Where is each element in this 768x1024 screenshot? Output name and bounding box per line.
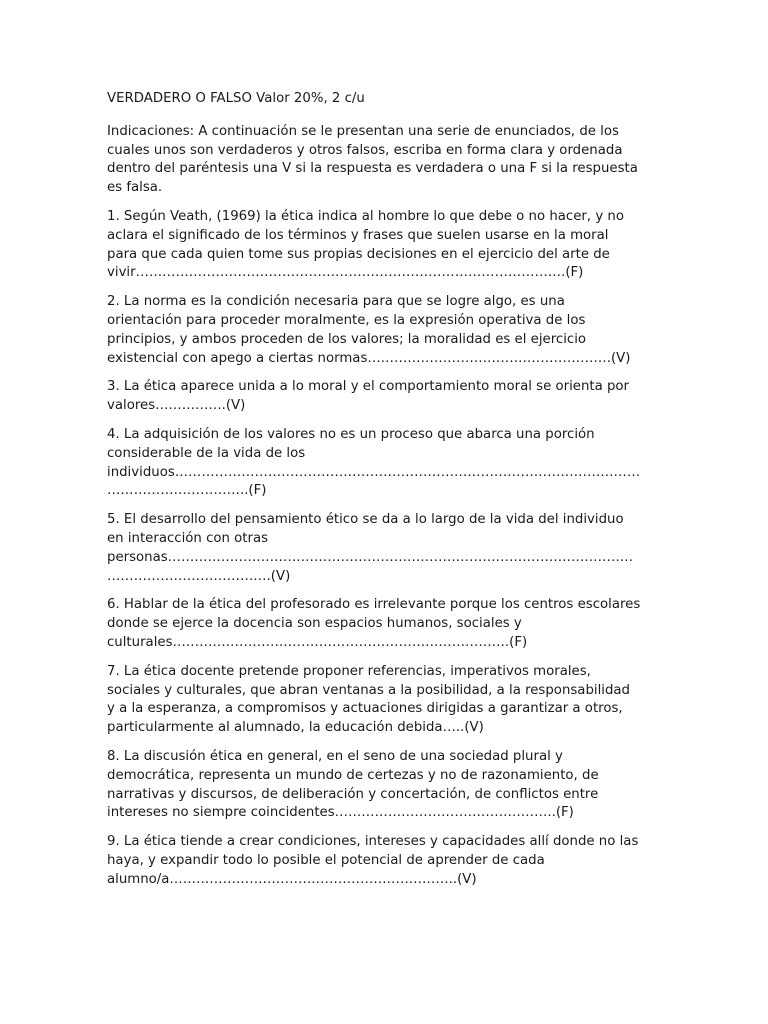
statement-2: 2. La norma es la condición necesaria para que se logre algo, es una orientación para proceder moralmente, es la expresión operativa de los principios, y ambos proceden de los valores; la moralidad es el ejercicio existencial con apego a ciertas normas……………………………………………….(V) bbox=[107, 294, 631, 366]
statement-5: 5. El desarrollo del pensamiento ético se da a lo largo de la vida del individuo en interacción con otras personas…………………………………………………………………………………………… ……………………………….(V) bbox=[107, 512, 634, 584]
statement-3: 3. La ética aparece unida a lo moral y el comportamiento moral se orienta por valores…………….(V) bbox=[107, 379, 630, 414]
statement-6: 6. Hablar de la ética del profesorado es irrelevante porque los centros escolares donde se ejerce la docencia son espacios humanos, sociales y culturales………………………………………………………………….(F) bbox=[107, 597, 641, 650]
document-title: VERDADERO O FALSO Valor 20%, 2 c/u bbox=[107, 91, 365, 106]
statement-4: 4. La adquisición de los valores no es un proceso que abarca una porción considerable de la vida de los individuos…………………………………………………………………………………………… …………………………..(F) bbox=[107, 426, 641, 499]
statement-1: 1. Según Veath, (1969) la ética indica al hombre lo que debe o no hacer, y no aclara el significado de los términos y frases que suelen usarse en la moral para que cada quien tome sus propias decisiones en el ejercicio del arte de vivir…………………………………………………………………………………….(F) bbox=[107, 208, 624, 281]
statement-9: 9. La ética tiende a crear condiciones, intereses y capacidades allí donde no las haya, y expandir todo lo posible el potencial de aprender de cada alumno/a………………………………………………………..(V) bbox=[107, 834, 639, 887]
statement-8: 8. La discusión ética en general, en el seno de una sociedad plural y democrática, representa un mundo de certezas y no de razonamiento, de narrativas y discursos, de deliberación y concertación, de conflictos entre intereses no siempre coincidentes…………………………………………..(F) bbox=[107, 748, 599, 821]
instructions-paragraph: Indicaciones: A continuación se le presentan una serie de enunciados, de los cuales unos son verdaderos y otros falsos, escriba en forma clara y ordenada dentro del paréntesis una V si la respuesta es verdadera o una F si la respuesta es falsa. bbox=[107, 123, 638, 196]
statement-7: 7. La ética docente pretende proponer referencias, imperativos morales, sociales y culturales, que abran ventanas a la posibilidad, a la responsabilidad y a la esperanza, a compromisos y actuaciones dirigidas a garantizar a otros, particularmente al alumnado, la educación debida…..(V) bbox=[107, 663, 630, 736]
